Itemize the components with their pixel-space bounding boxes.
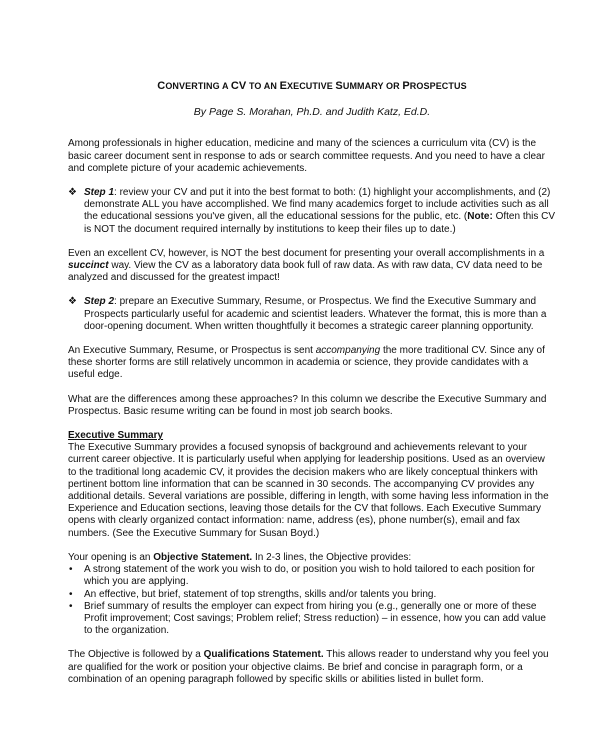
title-text: S [335,80,343,92]
step-2-item [68,296,556,333]
cv-paragraph-text: Even an excellent CV, however, is NOT the best document for presenting your overall accomplishments in a [68,247,545,259]
opening-text: Your opening is an [68,551,154,563]
step-2-label: Step 2 [84,296,115,308]
diamond-bullet-icon: ❖ [68,187,77,199]
step-1-label: Step 1 [84,187,115,199]
title-text: ONVERTING A [165,81,231,91]
qualifications-text: This allows reader to understand why you feel you are qualified for the work or position your objective claims. Be brief and concise in paragraph form, or a combination of an opening paragraph followed by specific skills or abilities listed in bullet form. [68,649,549,685]
list-item: • A strong statement of the work you wish to do, or position you wish to hold tailored to each position for which you are applying. [68,564,556,588]
cv-paragraph [68,248,556,285]
note-label: Note: [467,211,493,223]
step-1-note-text: Often this CV is NOT the document required internally by institutions to keep their files up to date.) [84,211,556,235]
list-item: • An effective, but brief, statement of top strengths, skills and/or talents you bring. [68,589,556,601]
byline: By Page S. Morahan, Ph.D. and Judith Katz, Ed.D. [193,106,431,119]
list-item: • Brief summary of results the employer can expect from hiring you (e.g., generally one or more of these Profit improvement; Cost savings; Problem relief; Stress reduction) – in essence, how you can add value to the organization. [68,601,556,638]
executive-summary-paragraph: The Executive Summary provides a focused synopsis of background and achievements relevant to your current career objective. It is particularly useful when applying for leadership positions. Used as an overview to the traditional long academic CV, it provides the decision makers who are likely conceptual thinkers with pertinent bottom line information that can be scanned in 30 seconds. The accompanying CV provides any additional details. Several variations are possible, differing in length, with some having less information in the Experience and Education sections, leaving those details for the CV that follows. Each Executive Summary opens with clearly organized contact information: name, address (es), phone number(s), email and fax numbers. (See the Executive Summary for Susan Boyd.) [68,442,549,539]
step-2-text: : prepare an Executive Summary, Resume, or Prospectus. We find the Executive Summary and Prospects particularly useful for academic and scientist leaders. Whatever the format, this is more than a door-opening document. When written thoughtfully it becomes a strategic career planning opportunity. [84,296,547,332]
title-text: ROSPECTUS [409,81,467,91]
objective-list [68,564,556,637]
qualifications-statement-label: Qualifications Statement. [203,649,324,661]
title-text: UMMARY OR [342,81,403,91]
title-text: XECUTIVE [287,81,336,91]
succinct-emphasis: succinct [68,260,109,272]
title-text: TO AN [246,81,280,91]
differences-paragraph: What are the differences among these approaches? In this column we describe the Executive Summary and Prospectus. Basic resume writing can be found in most job search books. [68,393,547,417]
opening-text: In 2-3 lines, the Objective provides: [252,551,412,563]
qualifications-text: The Objective is followed by a [68,649,204,661]
title-text: C [157,80,166,92]
title-text: CV [230,80,247,92]
cv-paragraph-text: way. View the CV as a laboratory data book full of raw data. As with raw data, CV data need to be analyzed and discussed for the greatest impact! [68,260,543,284]
diamond-bullet-icon: ❖ [68,296,77,308]
document-title [68,80,556,92]
accompanying-emphasis: accompanying [315,345,381,357]
title-text: P [402,80,410,92]
accompany-text: An Executive Summary, Resume, or Prospectus is sent [68,345,316,357]
step-1-text: : review your CV and put it into the best format to both: (1) highlight your accomplishments, and (2) demonstrate ALL you have accomplished. We find many academics forget to include activities such as all the educational sessions you've given, all the educational sessions for the public, etc. ( [84,187,551,223]
intro-paragraph: Among professionals in higher education, medicine and many of the sciences a curriculum vita (CV) is the basic career document sent in response to ads or search committee requests. And you need to have a clear and complete picture of your academic achievements. [68,138,545,174]
opening-paragraph [68,552,556,564]
accompany-paragraph [68,345,556,382]
executive-summary-heading: Executive Summary [68,430,164,442]
objective-statement-label: Objective Statement. [153,551,253,563]
step-1-item [68,187,556,236]
qualifications-paragraph [68,649,556,686]
accompany-text: the more traditional CV. Since any of these shorter forms are still relatively uncommon in academia or science, they provide candidates with a useful edge. [68,345,545,381]
title-text: E [279,80,287,92]
